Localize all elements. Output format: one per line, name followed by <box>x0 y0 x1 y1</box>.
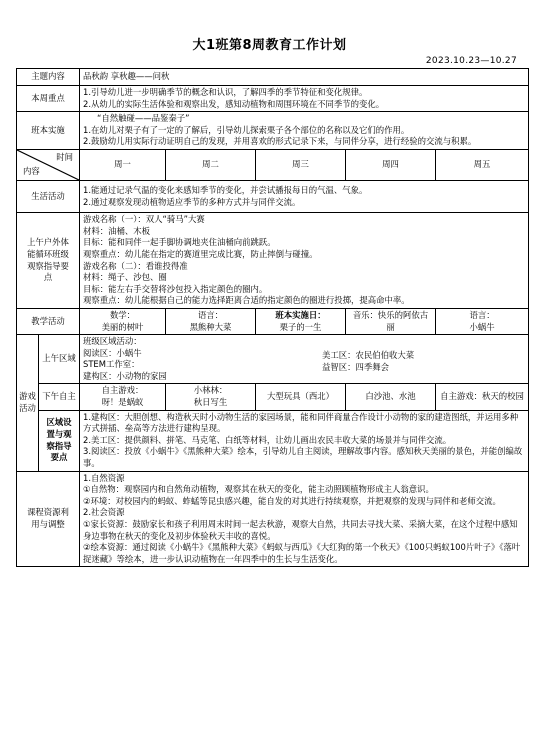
theme-row <box>17 69 529 86</box>
teaching-row <box>17 308 529 334</box>
afternoon-line: 呀！是蜗蚁 <box>101 397 144 408</box>
day-wed: 周三 <box>256 149 346 180</box>
morning-label: 上午区域 <box>39 335 80 384</box>
resources-content <box>80 471 529 567</box>
outdoor-line: 观察重点：幼儿能根据自己的能力选择距离合适的指定颜色的圈进行投掷，提高命中率。 <box>83 295 410 306</box>
resources-line: ②环境：对校园内的蚂蚁、蚱蜢等昆虫感兴趣，能自发的对其进行持续观察，并把观察的发现与同伴和老师交流。 <box>83 495 501 506</box>
teaching-mon <box>80 308 166 334</box>
setup-line: 3.阅读区：投放《小蜗牛》《黑熊种大菜》绘本，引导幼儿自主阅读，理解故事内容。感知秋天美丽的景色，并能创编故事。 <box>83 446 523 469</box>
morning-line: STEM工作室： <box>83 359 140 370</box>
class-impl-line: 2.鼓励幼儿用实际行动证明自己的发现，并用喜欢的形式记录下来，与同伴分享，进行经验的交流与积累。 <box>83 136 477 147</box>
teaching-label: 教学活动 <box>17 308 80 334</box>
resources-label: 课程资源利用与调整 <box>17 471 80 567</box>
afternoon-line: 秋日写生 <box>193 397 228 408</box>
day-fri: 周五 <box>436 149 529 180</box>
day-thu: 周四 <box>346 149 436 180</box>
focus-label: 本周重点 <box>17 86 80 112</box>
afternoon-line: 小林林： <box>193 385 228 396</box>
class-impl-line: 1.在幼儿对栗子有了一定的了解后，引导幼儿探索栗子各个部位的名称以及它们的作用。 <box>83 124 410 135</box>
outdoor-line: 材料：绳子、沙包、圈 <box>83 272 167 283</box>
morning-right-line: 美工区：农民伯伯收大菜 <box>322 350 415 361</box>
teaching-wed <box>256 308 346 334</box>
game-label: 游戏活动 <box>17 335 39 472</box>
theme-label: 主题内容 <box>17 69 80 86</box>
resources-line: ①自然物：观察园内和自然角动植物，观察其在秋天的变化，能主动照顾植物形成主人翁意识。 <box>83 484 434 495</box>
life-line: 2.通过观察发现动植物适应季节的多种方式并与同伴交流。 <box>83 196 301 207</box>
setup-label: 区域设置与观察指导要点 <box>39 410 80 471</box>
content-header: 内容 <box>23 166 40 177</box>
teaching-name: 美丽的树叶 <box>101 321 144 332</box>
class-impl-row <box>17 112 529 150</box>
resources-line: ①家长资源：鼓励家长和孩子利用周末时间一起去秋游，观察大自然，共同去寻找大菜、采摘大菜，在这个过程中感知身边事物在秋天的变化及初步体验秋天丰收的喜悦。 <box>83 519 518 541</box>
life-line: 1.能通过记录气温的变化来感知季节的变化，并尝试播报每日的气温、气象。 <box>83 184 368 195</box>
afternoon-label: 下午自主 <box>39 384 80 410</box>
teaching-thu <box>346 308 436 334</box>
class-impl-label: 班本实施 <box>17 112 80 150</box>
focus-line: 2.从幼儿的实际生活体验和观察出发，感知动植物和周围环境在不同季节的变化。 <box>83 98 385 109</box>
theme-value: 品秋韵 享秋趣——问秋 <box>80 69 529 86</box>
outdoor-content <box>80 213 529 309</box>
afternoon-tue <box>166 384 256 410</box>
game-morning-row <box>17 335 529 384</box>
teaching-name: 小蜗牛 <box>469 321 495 332</box>
setup-line: 2.美工区：提供颜料、拼笔、马克笔、白纸等材料，让幼儿画出农民丰收大菜的场景并与同伴交流。 <box>83 434 452 445</box>
plan-table <box>16 68 529 567</box>
teaching-name: 黑熊种大菜 <box>189 321 232 332</box>
morning-line: 建构区：小动物的家园 <box>83 370 167 381</box>
life-row <box>17 180 529 212</box>
outdoor-line: 目标：能左右手交替将沙包投入指定颜色的圈内。 <box>83 283 268 294</box>
teaching-tue <box>166 308 256 334</box>
header-row <box>17 149 529 180</box>
outdoor-line: 观察重点：幼儿能在指定的赛道里完成比赛，防止摔倒与碰撞。 <box>83 248 318 259</box>
life-label: 生活活动 <box>17 180 80 212</box>
teaching-subject: 数学： <box>109 309 136 320</box>
date-range: 2023.10.23—10.27 <box>425 56 517 66</box>
morning-line: 阅读区：小蜗牛 <box>83 347 142 358</box>
outdoor-row <box>17 213 529 309</box>
outdoor-line: 游戏名称（二）：看谁投得准 <box>83 260 188 271</box>
resources-line: 1.自然资源 <box>83 472 125 483</box>
outdoor-label: 上午户外体能循环班级观察指导要点 <box>17 213 80 309</box>
class-impl-content <box>80 112 529 150</box>
game-setup-row <box>17 410 529 471</box>
focus-row <box>17 86 529 112</box>
time-header: 时间 <box>56 151 73 162</box>
teaching-subject: 语言： <box>197 309 224 320</box>
teaching-subject: 语言： <box>469 309 495 320</box>
teaching-name: 栗子的一生 <box>279 321 322 332</box>
teaching-subject: 音乐：快乐的阿依古丽 <box>352 309 429 332</box>
outdoor-line: 材料：油桶、木板 <box>83 225 150 236</box>
resources-line: ②绘本资源：通过阅读《小蜗牛》《黑熊种大菜》《蚂蚁与西瓜》《大红狗的第一个秋天》《100只蚂蚁100片叶子》《落叶捉迷藏》等绘本，进一步认识动植物在一年四季中的生长与生活变化。 <box>83 542 521 564</box>
life-content <box>80 180 529 212</box>
day-mon: 周一 <box>80 149 166 180</box>
morning-right-line: 益智区：四季舞会 <box>322 362 389 373</box>
class-impl-line: “自然触碰——品鉴秦子” <box>97 113 190 124</box>
afternoon-wed: 大型玩具（西北） <box>256 384 346 410</box>
focus-line: 1.引导幼儿进一步明确季节的概念和认识，了解四季的季节特征和变化规律。 <box>83 87 368 97</box>
day-tue: 周二 <box>166 149 256 180</box>
teaching-subject: 班本实施日： <box>275 309 326 320</box>
outdoor-line: 游戏名称（一）：双人“骑马”大赛 <box>83 214 205 225</box>
setup-content <box>80 410 529 471</box>
teaching-fri <box>436 308 529 334</box>
page-title: 大1班第8周教育工作计划 <box>192 38 347 53</box>
setup-line: 1.建构区：大胆创想、构造秋天时小动物生活的家园场景，能和同伴商量合作设计小动物的家的建造图纸，并运用多种方式拼插、垒高等方法进行建构呈现。 <box>83 411 519 434</box>
time-content-header <box>17 149 80 180</box>
afternoon-thu: 白沙池、水池 <box>346 384 436 410</box>
resources-row <box>17 471 529 567</box>
morning-line: 班级区域活动： <box>83 336 142 347</box>
focus-content <box>80 86 529 112</box>
afternoon-line: 自主游戏： <box>101 385 144 396</box>
game-afternoon-row <box>17 384 529 410</box>
resources-line: 2.社会资源 <box>83 507 125 518</box>
morning-content <box>80 335 529 384</box>
outdoor-line: 目标：能和同伴一起手脚协调地夹住油桶向前跳跃。 <box>83 237 276 248</box>
afternoon-fri: 自主游戏：秋天的校园 <box>436 384 529 410</box>
afternoon-mon <box>80 384 166 410</box>
